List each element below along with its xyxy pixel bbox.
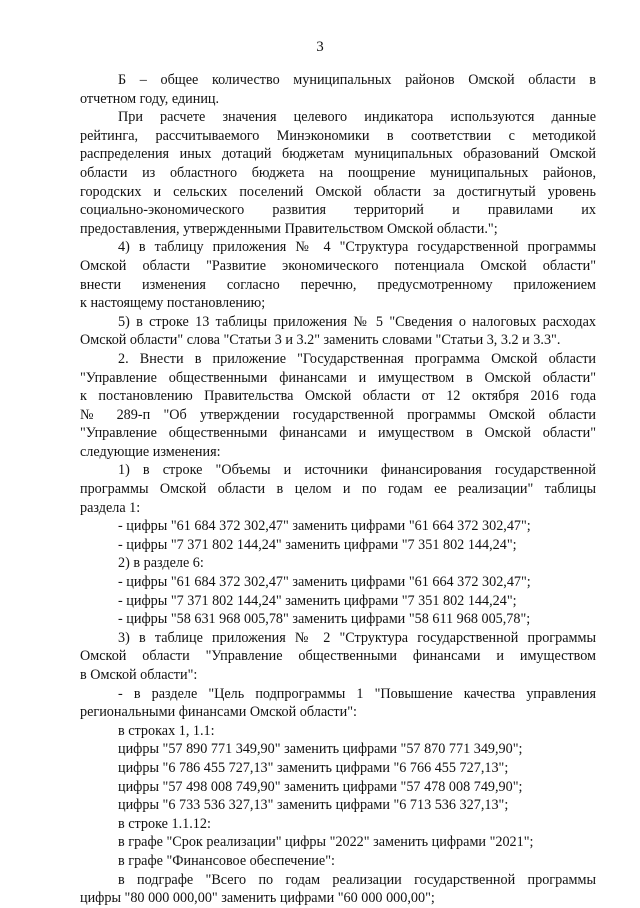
list-item: - цифры "58 631 968 005,78" заменить цифрами "58 611 968 005,78"; (118, 611, 531, 628)
paragraph-line: программы Омской области в целом и по годам ее реализации" таблицы (80, 481, 596, 498)
paragraph-line: следующие изменения: (80, 443, 221, 460)
paragraph-line: предоставления, утвержденными Правительством Омской области."; (80, 220, 498, 237)
paragraph-line: № 289-п "Об утверждении государственной программы Омской области (80, 406, 596, 423)
paragraph-line: городских и сельских поселений Омской области за достигнутый уровень (80, 183, 596, 200)
page-number: 3 (316, 39, 324, 55)
paragraph-line: "Управление общественными финансами и имуществом в Омской области" (80, 425, 596, 442)
paragraph-line: Омской области "Управление общественными финансами и имуществом (80, 648, 596, 665)
paragraph-line: Омской области "Развитие экономического потенциала Омской области" (80, 257, 596, 274)
paragraph-line: 1) в строке "Объемы и источники финансирования государственной (118, 462, 596, 479)
paragraph-line: отчетном году, единиц. (80, 90, 220, 107)
paragraph-line: "Управление общественными финансами и имуществом в Омской области" (80, 369, 596, 386)
paragraph-line: внести изменения согласно перечню, предусмотренному приложением (80, 276, 596, 293)
list-item: - цифры "7 371 802 144,24" заменить цифрами "7 351 802 144,24"; (118, 592, 517, 609)
list-item: 2) в разделе 6: (118, 555, 204, 572)
paragraph-line: рейтинга, рассчитываемого Минэкономики в соответствии с методикой (80, 127, 596, 144)
paragraph-line: социально-экономического развития территорий и правилами их (80, 202, 596, 219)
list-item: в графе "Срок реализации" цифры "2022" заменить цифрами "2021"; (118, 834, 534, 851)
list-item: цифры "57 890 771 349,90" заменить цифрами "57 870 771 349,90"; (118, 741, 523, 758)
list-item: - цифры "61 684 372 302,47" заменить цифрами "61 664 372 302,47"; (118, 574, 531, 591)
list-item: в строке 1.1.12: (118, 815, 211, 832)
paragraph-line: в подграфе "Всего по годам реализации государственной программы (118, 871, 596, 888)
list-item: в строках 1, 1.1: (118, 722, 215, 739)
paragraph-line: Б – общее количество муниципальных районов Омской области в (118, 72, 596, 88)
paragraph-line: раздела 1: (80, 499, 141, 516)
list-item: - цифры "61 684 372 302,47" заменить цифрами "61 664 372 302,47"; (118, 518, 531, 535)
list-item: цифры "6 733 536 327,13" заменить цифрами "6 713 536 327,13"; (118, 797, 509, 814)
list-item: цифры "57 498 008 749,90" заменить цифрами "57 478 008 749,90"; (118, 778, 523, 795)
paragraph-line: в Омской области": (80, 667, 198, 683)
list-item: цифры "6 786 455 727,13" заменить цифрами "6 766 455 727,13"; (118, 759, 509, 776)
list-item: в графе "Финансовое обеспечение": (118, 852, 335, 869)
paragraph-line: региональными финансами Омской области": (80, 704, 357, 721)
list-item: - цифры "7 371 802 144,24" заменить цифрами "7 351 802 144,24"; (118, 536, 517, 553)
paragraph-line: 3) в таблице приложения № 2 "Структура государственной программы (118, 629, 596, 646)
paragraph-line: Омской области" слова "Статьи 3 и 3.2" заменить словами "Статьи 3, 3.2 и 3.3". (80, 332, 561, 349)
paragraph-line: распределения иных дотаций бюджетам муниципальных образований Омской (80, 146, 596, 163)
paragraph-line: При расчете значения целевого индикатора используются данные (118, 109, 596, 126)
paragraph-line: к настоящему постановлению; (80, 295, 266, 312)
paragraph-line: - в разделе "Цель подпрограммы 1 "Повышение качества управления (118, 685, 596, 702)
paragraph-line: к постановлению Правительства Омской области от 12 октября 2016 года (80, 388, 596, 405)
paragraph-line: области из областного бюджета на поощрение муниципальных районов, (80, 164, 596, 181)
paragraph-line: 2. Внести в приложение "Государственная программа Омской области (118, 350, 596, 367)
paragraph-line: цифры "80 000 000,00" заменить цифрами "60 000 000,00"; (80, 890, 435, 907)
document-body (80, 71, 596, 908)
paragraph-line: 4) в таблицу приложения № 4 "Структура государственной программы (118, 239, 596, 256)
paragraph-line: 5) в строке 13 таблицы приложения № 5 "Сведения о налоговых расходах (118, 313, 596, 330)
